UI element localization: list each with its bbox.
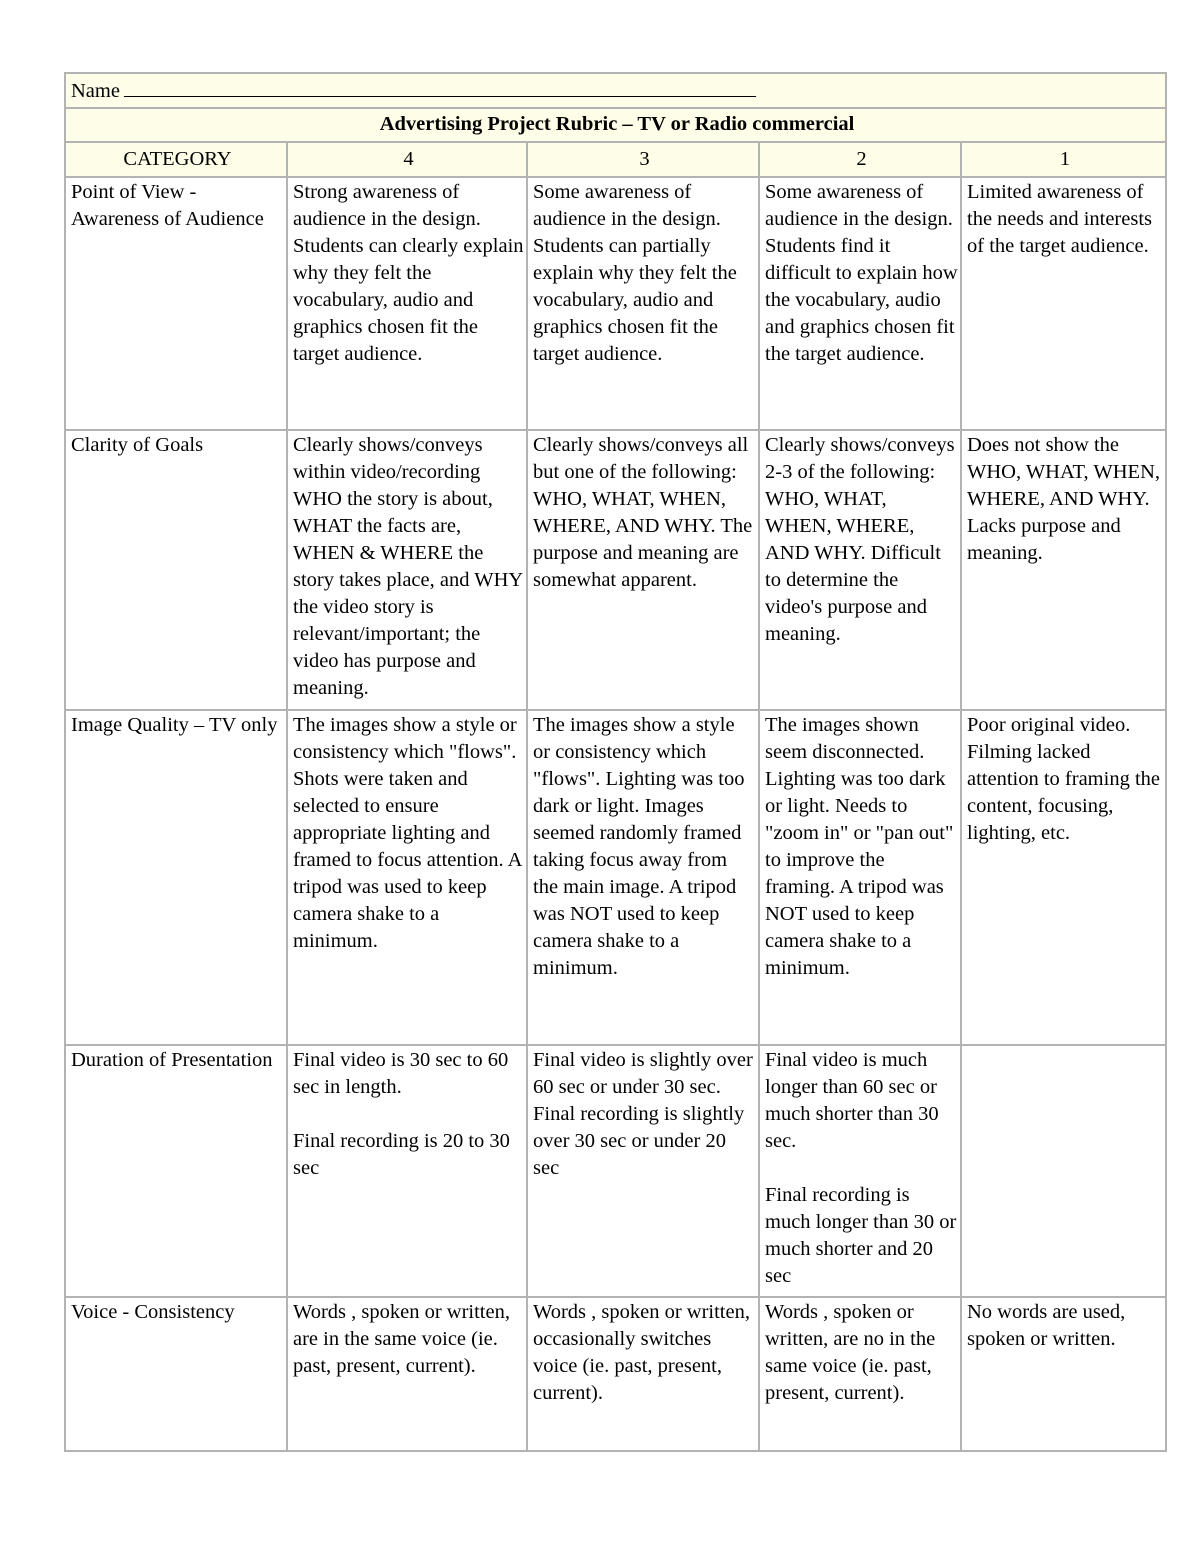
score-2-cell	[759, 1297, 961, 1451]
criterion-text: Final video is slightly over 60 sec or under 30 sec.	[533, 1049, 753, 1098]
title-row	[65, 108, 1166, 142]
criterion-text: Clearly shows/conveys within video/recording WHO the story is about, WHAT the facts are, WHEN & WHERE the story takes place, and WHY the video story is relevant/important; the video has purpose and meaning.	[293, 434, 523, 699]
criterion-text: Poor original video. Filming lacked attention to framing the content, focusing, lighting, etc.	[967, 714, 1160, 844]
score-1-cell	[961, 430, 1166, 710]
criterion-text: No words are used, spoken or written.	[967, 1301, 1126, 1350]
header-score-2: 2	[759, 142, 961, 177]
criterion-text: Final video is 30 sec to 60 sec in length.	[293, 1049, 509, 1098]
header-score-3: 3	[527, 142, 759, 177]
criterion-text: Final recording is slightly over 30 sec or under 20 sec	[533, 1103, 745, 1179]
table-row	[65, 430, 1166, 710]
header-score-4: 4	[287, 142, 527, 177]
score-2-cell	[759, 430, 961, 710]
criterion-text: Final recording is much longer than 30 or much shorter and 20 sec	[765, 1184, 957, 1287]
criterion-text: Some awareness of audience in the design. Students can partially explain why they felt the vocabulary, audio and graphics chosen fit the target audience.	[533, 181, 737, 365]
criterion-text: Final video is much longer than 60 sec or much shorter than 30 sec.	[765, 1049, 939, 1152]
criterion-text: Clearly shows/conveys all but one of the following: WHO, WHAT, WHEN, WHERE, AND WHY. The purpose and meaning are somewhat apparent.	[533, 434, 753, 591]
score-2-cell	[759, 710, 961, 1045]
table-row	[65, 1297, 1166, 1451]
criterion-text: Does not show the WHO, WHAT, WHEN, WHERE, AND WHY. Lacks purpose and meaning.	[967, 434, 1161, 564]
category-cell: Voice - Consistency	[65, 1297, 287, 1451]
header-score-1: 1	[961, 142, 1166, 177]
score-4-cell	[287, 1045, 527, 1297]
name-row	[65, 73, 1166, 108]
criterion-text: The images show a style or consistency which "flows". Shots were taken and selected to ensure appropriate lighting and framed to focus attention. A tripod was used to keep camera shake to a minimum.	[293, 714, 522, 952]
criterion-text: Final recording is 20 to 30 sec	[293, 1130, 510, 1179]
table-row	[65, 1045, 1166, 1297]
score-3-cell	[527, 710, 759, 1045]
category-cell: Point of View - Awareness of Audience	[65, 177, 287, 430]
score-4-cell	[287, 177, 527, 430]
score-3-cell	[527, 1045, 759, 1297]
name-label: Name	[71, 79, 120, 102]
score-1-cell	[961, 710, 1166, 1045]
table-row	[65, 710, 1166, 1045]
name-cell	[65, 73, 1166, 108]
score-1-cell	[961, 1045, 1166, 1297]
criterion-text: Clearly shows/conveys 2-3 of the following: WHO, WHAT, WHEN, WHERE, AND WHY. Difficult to determine the video's purpose and meaning.	[765, 434, 955, 645]
criterion-text: Words , spoken or written, are no in the same voice (ie. past, present, current).	[765, 1301, 936, 1404]
rubric-title: Advertising Project Rubric – TV or Radio commercial	[65, 108, 1166, 142]
criterion-text: Words , spoken or written, are in the same voice (ie. past, present, current).	[293, 1301, 510, 1377]
criterion-text: Words , spoken or written, occasionally switches voice (ie. past, present, current).	[533, 1301, 750, 1404]
score-4-cell	[287, 430, 527, 710]
score-3-cell	[527, 1297, 759, 1451]
name-blank-line	[124, 77, 756, 97]
criterion-text: Some awareness of audience in the design. Students find it difficult to explain how the vocabulary, audio and graphics chosen fit the target audience.	[765, 181, 958, 365]
category-cell: Clarity of Goals	[65, 430, 287, 710]
score-2-cell	[759, 177, 961, 430]
table-row	[65, 177, 1166, 430]
score-3-cell	[527, 177, 759, 430]
criterion-text: Limited awareness of the needs and interests of the target audience.	[967, 181, 1153, 257]
header-row	[65, 142, 1166, 177]
header-category: CATEGORY	[65, 142, 287, 177]
score-1-cell	[961, 1297, 1166, 1451]
criterion-text: The images show a style or consistency which "flows". Lighting was too dark or light. Images seemed randomly framed taking focus away from the main image. A tripod was NOT used to keep camera shake to a minimum.	[533, 714, 745, 979]
rubric-table	[64, 72, 1167, 1452]
score-4-cell	[287, 1297, 527, 1451]
score-4-cell	[287, 710, 527, 1045]
score-3-cell	[527, 430, 759, 710]
score-1-cell	[961, 177, 1166, 430]
category-cell: Duration of Presentation	[65, 1045, 287, 1297]
score-2-cell	[759, 1045, 961, 1297]
criterion-text: Strong awareness of audience in the design. Students can clearly explain why they felt the vocabulary, audio and graphics chosen fit the target audience.	[293, 181, 524, 365]
criterion-text: The images shown seem disconnected. Lighting was too dark or light. Needs to "zoom in" or "pan out" to improve the framing. A tripod was NOT used to keep camera shake to a minimum.	[765, 714, 954, 979]
category-cell: Image Quality – TV only	[65, 710, 287, 1045]
